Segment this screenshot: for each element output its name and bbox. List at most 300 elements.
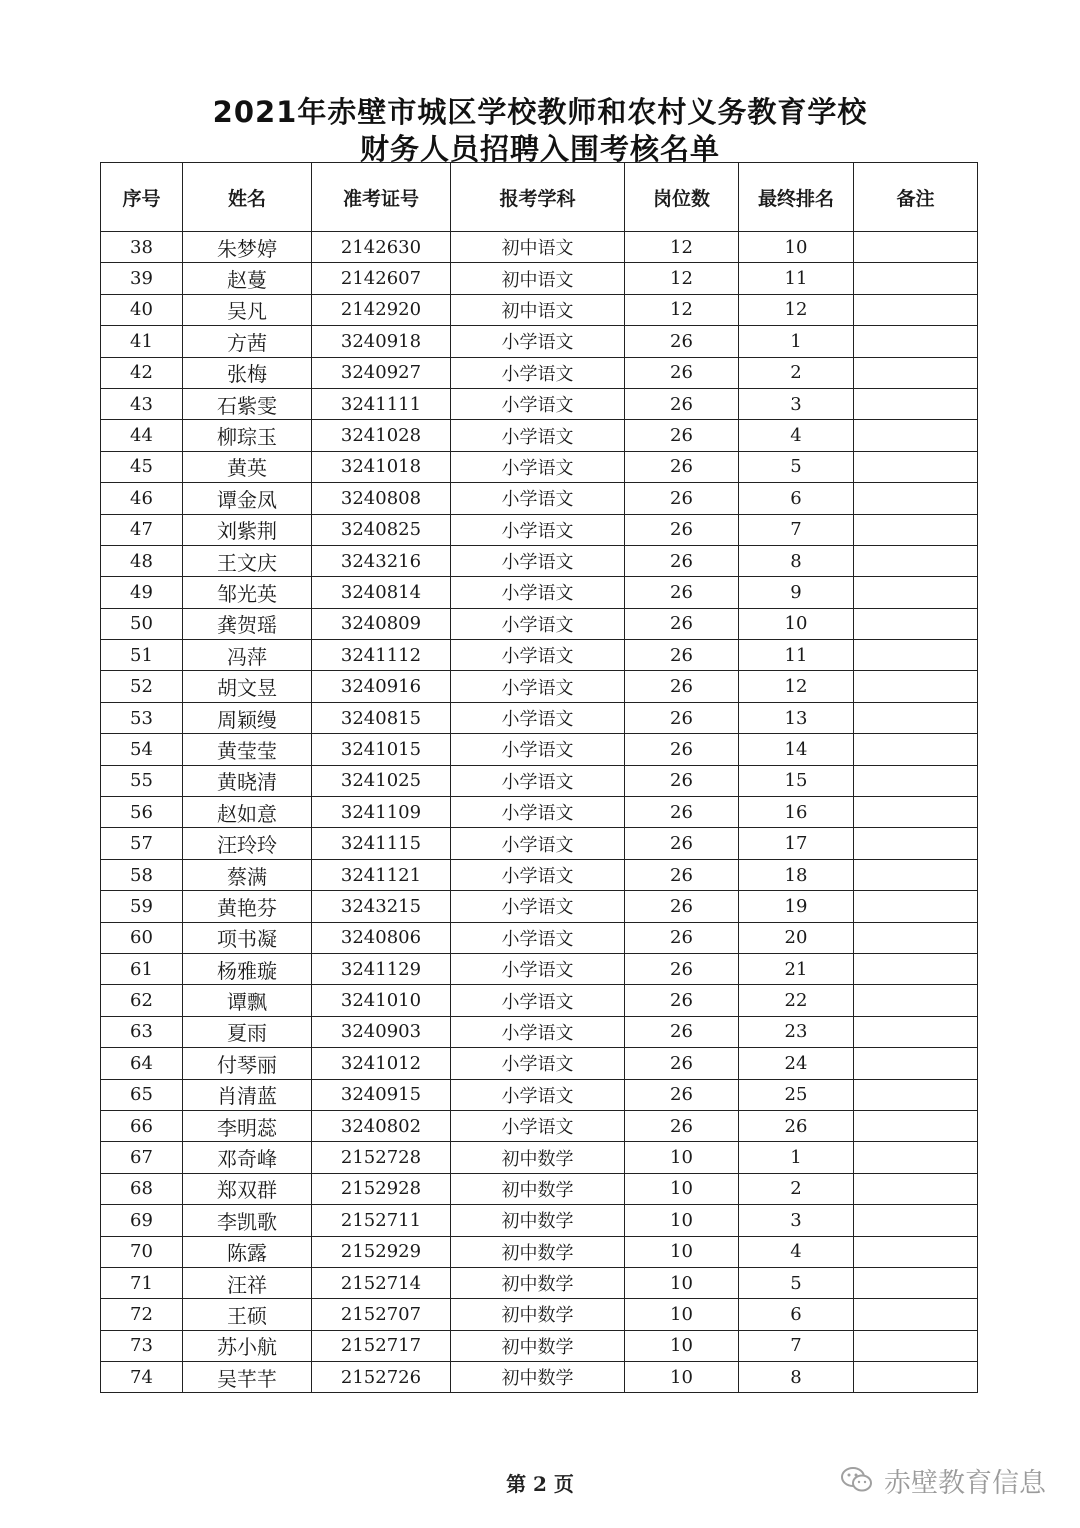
cell-name: 张梅: [183, 357, 312, 388]
cell-subject: 初中数学: [451, 1330, 625, 1361]
cell-index: 65: [101, 1079, 183, 1110]
cell-final-rank: 24: [739, 1048, 854, 1079]
cell-positions: 10: [625, 1330, 739, 1361]
cell-exam-id: 2152929: [312, 1236, 451, 1267]
table-row: [101, 1267, 978, 1298]
cell-positions: 10: [625, 1173, 739, 1204]
cell-positions: 26: [625, 828, 739, 859]
cell-final-rank: 18: [739, 859, 854, 890]
cell-subject: 初中数学: [451, 1205, 625, 1236]
cell-final-rank: 11: [739, 640, 854, 671]
cell-positions: 26: [625, 326, 739, 357]
cell-exam-id: 3241121: [312, 859, 451, 890]
header-positions: 岗位数: [625, 163, 739, 232]
table-row: [101, 953, 978, 984]
cell-exam-id: 3240825: [312, 514, 451, 545]
cell-remarks: [854, 640, 978, 671]
cell-final-rank: 20: [739, 922, 854, 953]
cell-subject: 小学语文: [451, 1016, 625, 1047]
cell-index: 59: [101, 891, 183, 922]
cell-name: 柳琮玉: [183, 420, 312, 451]
cell-positions: 26: [625, 1110, 739, 1141]
cell-index: 53: [101, 702, 183, 733]
cell-index: 63: [101, 1016, 183, 1047]
cell-final-rank: 4: [739, 420, 854, 451]
cell-remarks: [854, 891, 978, 922]
cell-final-rank: 11: [739, 263, 854, 294]
cell-final-rank: 1: [739, 1142, 854, 1173]
cell-subject: 小学语文: [451, 451, 625, 482]
header-name: 姓名: [183, 163, 312, 232]
table-row: [101, 1110, 978, 1141]
cell-final-rank: 8: [739, 1362, 854, 1393]
cell-subject: 初中语文: [451, 263, 625, 294]
cell-positions: 12: [625, 263, 739, 294]
cell-remarks: [854, 1110, 978, 1141]
table-row: [101, 263, 978, 294]
cell-exam-id: 2152714: [312, 1267, 451, 1298]
cell-name: 吴凡: [183, 294, 312, 325]
cell-name: 刘紫荆: [183, 514, 312, 545]
cell-exam-id: 2152726: [312, 1362, 451, 1393]
cell-index: 61: [101, 953, 183, 984]
cell-positions: 26: [625, 388, 739, 419]
cell-remarks: [854, 859, 978, 890]
cell-subject: 小学语文: [451, 985, 625, 1016]
cell-exam-id: 3240916: [312, 671, 451, 702]
cell-subject: 小学语文: [451, 828, 625, 859]
cell-subject: 小学语文: [451, 1079, 625, 1110]
cell-exam-id: 3241015: [312, 734, 451, 765]
cell-remarks: [854, 671, 978, 702]
cell-index: 73: [101, 1330, 183, 1361]
cell-index: 47: [101, 514, 183, 545]
cell-positions: 12: [625, 294, 739, 325]
cell-name: 汪玲玲: [183, 828, 312, 859]
cell-positions: 26: [625, 765, 739, 796]
cell-exam-id: 3240915: [312, 1079, 451, 1110]
cell-name: 黄英: [183, 451, 312, 482]
cell-index: 46: [101, 483, 183, 514]
cell-positions: 26: [625, 514, 739, 545]
cell-exam-id: 3241012: [312, 1048, 451, 1079]
cell-index: 54: [101, 734, 183, 765]
table-row: [101, 451, 978, 482]
cell-final-rank: 2: [739, 357, 854, 388]
cell-subject: 小学语文: [451, 1110, 625, 1141]
cell-index: 58: [101, 859, 183, 890]
cell-index: 72: [101, 1299, 183, 1330]
cell-positions: 10: [625, 1267, 739, 1298]
cell-remarks: [854, 514, 978, 545]
cell-final-rank: 19: [739, 891, 854, 922]
cell-final-rank: 12: [739, 294, 854, 325]
cell-exam-id: 2152728: [312, 1142, 451, 1173]
table-row: [101, 608, 978, 639]
cell-remarks: [854, 388, 978, 419]
cell-positions: 10: [625, 1236, 739, 1267]
table-row: [101, 388, 978, 419]
cell-subject: 小学语文: [451, 953, 625, 984]
header-index: 序号: [101, 163, 183, 232]
cell-remarks: [854, 545, 978, 576]
cell-exam-id: 2142920: [312, 294, 451, 325]
table-row: [101, 1079, 978, 1110]
cell-remarks: [854, 263, 978, 294]
cell-final-rank: 13: [739, 702, 854, 733]
header-remarks: 备注: [854, 163, 978, 232]
cell-exam-id: 3240806: [312, 922, 451, 953]
table-row: [101, 702, 978, 733]
cell-remarks: [854, 953, 978, 984]
watermark: [840, 1460, 1046, 1500]
cell-positions: 26: [625, 859, 739, 890]
cell-exam-id: 3240809: [312, 608, 451, 639]
cell-exam-id: 3241010: [312, 985, 451, 1016]
cell-positions: 26: [625, 1048, 739, 1079]
cell-name: 黄艳芬: [183, 891, 312, 922]
cell-subject: 小学语文: [451, 420, 625, 451]
cell-remarks: [854, 577, 978, 608]
cell-subject: 初中数学: [451, 1142, 625, 1173]
cell-remarks: [854, 922, 978, 953]
cell-subject: 小学语文: [451, 608, 625, 639]
cell-final-rank: 8: [739, 545, 854, 576]
cell-exam-id: 3240918: [312, 326, 451, 357]
cell-positions: 26: [625, 702, 739, 733]
cell-index: 56: [101, 797, 183, 828]
cell-final-rank: 16: [739, 797, 854, 828]
cell-positions: 26: [625, 357, 739, 388]
cell-name: 谭金凤: [183, 483, 312, 514]
cell-remarks: [854, 1299, 978, 1330]
cell-remarks: [854, 1142, 978, 1173]
cell-index: 49: [101, 577, 183, 608]
table-row: [101, 922, 978, 953]
table-row: [101, 294, 978, 325]
cell-exam-id: 3240815: [312, 702, 451, 733]
cell-index: 52: [101, 671, 183, 702]
cell-positions: 26: [625, 922, 739, 953]
cell-subject: 小学语文: [451, 1048, 625, 1079]
cell-exam-id: 2142607: [312, 263, 451, 294]
cell-exam-id: 3240814: [312, 577, 451, 608]
cell-index: 74: [101, 1362, 183, 1393]
table-row: [101, 859, 978, 890]
cell-exam-id: 3240802: [312, 1110, 451, 1141]
cell-subject: 初中数学: [451, 1236, 625, 1267]
cell-subject: 初中数学: [451, 1173, 625, 1204]
table-row: [101, 545, 978, 576]
cell-subject: 初中数学: [451, 1299, 625, 1330]
cell-exam-id: 3241111: [312, 388, 451, 419]
cell-remarks: [854, 985, 978, 1016]
cell-index: 41: [101, 326, 183, 357]
cell-final-rank: 12: [739, 671, 854, 702]
header-subject: 报考学科: [451, 163, 625, 232]
cell-index: 69: [101, 1205, 183, 1236]
cell-name: 肖清蓝: [183, 1079, 312, 1110]
cell-final-rank: 17: [739, 828, 854, 859]
cell-name: 苏小航: [183, 1330, 312, 1361]
cell-name: 付琴丽: [183, 1048, 312, 1079]
table-row: [101, 514, 978, 545]
table-row: [101, 1173, 978, 1204]
cell-final-rank: 26: [739, 1110, 854, 1141]
cell-index: 66: [101, 1110, 183, 1141]
table-header-row: [101, 163, 978, 232]
cell-index: 45: [101, 451, 183, 482]
cell-exam-id: 2152717: [312, 1330, 451, 1361]
cell-name: 方茜: [183, 326, 312, 357]
cell-remarks: [854, 608, 978, 639]
cell-name: 邹光英: [183, 577, 312, 608]
cell-remarks: [854, 232, 978, 263]
cell-final-rank: 9: [739, 577, 854, 608]
cell-exam-id: 3243215: [312, 891, 451, 922]
cell-final-rank: 21: [739, 953, 854, 984]
cell-final-rank: 1: [739, 326, 854, 357]
table-row: [101, 420, 978, 451]
cell-positions: 10: [625, 1142, 739, 1173]
cell-index: 42: [101, 357, 183, 388]
cell-index: 62: [101, 985, 183, 1016]
table-row: [101, 1016, 978, 1047]
cell-subject: 小学语文: [451, 891, 625, 922]
cell-exam-id: 3240927: [312, 357, 451, 388]
cell-positions: 26: [625, 640, 739, 671]
cell-exam-id: 2142630: [312, 232, 451, 263]
table-row: [101, 985, 978, 1016]
cell-positions: 26: [625, 577, 739, 608]
cell-remarks: [854, 828, 978, 859]
cell-name: 陈露: [183, 1236, 312, 1267]
cell-final-rank: 4: [739, 1236, 854, 1267]
table-row: [101, 1236, 978, 1267]
cell-positions: 26: [625, 545, 739, 576]
cell-exam-id: 3241028: [312, 420, 451, 451]
table-row: [101, 765, 978, 796]
table-row: [101, 734, 978, 765]
cell-remarks: [854, 702, 978, 733]
document-title-line-1: 2021年赤壁市城区学校教师和农村义务教育学校: [212, 95, 868, 129]
cell-remarks: [854, 734, 978, 765]
cell-exam-id: 3243216: [312, 545, 451, 576]
cell-subject: 小学语文: [451, 545, 625, 576]
cell-name: 赵蔓: [183, 263, 312, 294]
cell-index: 51: [101, 640, 183, 671]
cell-index: 44: [101, 420, 183, 451]
cell-index: 71: [101, 1267, 183, 1298]
cell-subject: 小学语文: [451, 326, 625, 357]
cell-final-rank: 15: [739, 765, 854, 796]
cell-final-rank: 7: [739, 514, 854, 545]
page-number: 第 2 页: [506, 1472, 574, 1496]
cell-final-rank: 10: [739, 232, 854, 263]
cell-positions: 26: [625, 1079, 739, 1110]
cell-exam-id: 3241115: [312, 828, 451, 859]
cell-exam-id: 3241025: [312, 765, 451, 796]
cell-name: 胡文昱: [183, 671, 312, 702]
cell-name: 汪祥: [183, 1267, 312, 1298]
table-row: [101, 483, 978, 514]
cell-positions: 26: [625, 953, 739, 984]
cell-name: 王硕: [183, 1299, 312, 1330]
table-row: [101, 1142, 978, 1173]
cell-positions: 12: [625, 232, 739, 263]
cell-name: 黄莹莹: [183, 734, 312, 765]
table-row: [101, 1299, 978, 1330]
cell-positions: 26: [625, 608, 739, 639]
cell-positions: 26: [625, 891, 739, 922]
cell-index: 38: [101, 232, 183, 263]
cell-final-rank: 5: [739, 451, 854, 482]
table-row: [101, 577, 978, 608]
cell-final-rank: 14: [739, 734, 854, 765]
cell-remarks: [854, 1267, 978, 1298]
table-row: [101, 1330, 978, 1361]
cell-remarks: [854, 765, 978, 796]
cell-remarks: [854, 1330, 978, 1361]
cell-positions: 26: [625, 797, 739, 828]
watermark-text: 赤壁教育信息: [884, 1467, 1046, 1499]
cell-positions: 26: [625, 483, 739, 514]
cell-subject: 小学语文: [451, 702, 625, 733]
cell-name: 周颖缦: [183, 702, 312, 733]
cell-index: 64: [101, 1048, 183, 1079]
cell-remarks: [854, 451, 978, 482]
cell-exam-id: 3241112: [312, 640, 451, 671]
cell-positions: 10: [625, 1299, 739, 1330]
cell-name: 王文庆: [183, 545, 312, 576]
cell-exam-id: 3241018: [312, 451, 451, 482]
cell-index: 57: [101, 828, 183, 859]
cell-name: 龚贺瑶: [183, 608, 312, 639]
table-row: [101, 797, 978, 828]
cell-remarks: [854, 1236, 978, 1267]
cell-name: 杨雅璇: [183, 953, 312, 984]
cell-name: 石紫雯: [183, 388, 312, 419]
cell-subject: 小学语文: [451, 765, 625, 796]
cell-name: 赵如意: [183, 797, 312, 828]
cell-remarks: [854, 483, 978, 514]
cell-subject: 小学语文: [451, 640, 625, 671]
cell-subject: 小学语文: [451, 357, 625, 388]
cell-exam-id: 2152711: [312, 1205, 451, 1236]
cell-index: 67: [101, 1142, 183, 1173]
cell-final-rank: 22: [739, 985, 854, 1016]
cell-remarks: [854, 294, 978, 325]
cell-subject: 小学语文: [451, 922, 625, 953]
cell-remarks: [854, 420, 978, 451]
cell-positions: 26: [625, 734, 739, 765]
cell-final-rank: 7: [739, 1330, 854, 1361]
cell-remarks: [854, 326, 978, 357]
cell-subject: 初中语文: [451, 232, 625, 263]
cell-subject: 小学语文: [451, 388, 625, 419]
cell-remarks: [854, 357, 978, 388]
table-row: [101, 1362, 978, 1393]
cell-final-rank: 5: [739, 1267, 854, 1298]
cell-remarks: [854, 1048, 978, 1079]
cell-name: 朱梦婷: [183, 232, 312, 263]
cell-exam-id: 3241129: [312, 953, 451, 984]
cell-subject: 小学语文: [451, 514, 625, 545]
cell-exam-id: 2152928: [312, 1173, 451, 1204]
cell-index: 70: [101, 1236, 183, 1267]
cell-index: 50: [101, 608, 183, 639]
header-final-rank: 最终排名: [739, 163, 854, 232]
header-exam-id: 准考证号: [312, 163, 451, 232]
table-row: [101, 640, 978, 671]
cell-remarks: [854, 1016, 978, 1047]
document-title-line-2: 财务人员招聘入围考核名单: [359, 132, 720, 166]
cell-index: 40: [101, 294, 183, 325]
table-row: [101, 326, 978, 357]
cell-positions: 26: [625, 1016, 739, 1047]
cell-exam-id: 3240903: [312, 1016, 451, 1047]
cell-remarks: [854, 797, 978, 828]
cell-name: 郑双群: [183, 1173, 312, 1204]
cell-positions: 10: [625, 1205, 739, 1236]
cell-name: 谭飘: [183, 985, 312, 1016]
cell-subject: 小学语文: [451, 671, 625, 702]
cell-remarks: [854, 1205, 978, 1236]
cell-remarks: [854, 1173, 978, 1204]
cell-subject: 初中数学: [451, 1267, 625, 1298]
table-row: [101, 1048, 978, 1079]
cell-exam-id: 2152707: [312, 1299, 451, 1330]
cell-name: 蔡满: [183, 859, 312, 890]
cell-final-rank: 3: [739, 388, 854, 419]
cell-exam-id: 3241109: [312, 797, 451, 828]
cell-final-rank: 25: [739, 1079, 854, 1110]
cell-positions: 10: [625, 1362, 739, 1393]
cell-final-rank: 3: [739, 1205, 854, 1236]
table-row: [101, 357, 978, 388]
cell-name: 邓奇峰: [183, 1142, 312, 1173]
cell-index: 43: [101, 388, 183, 419]
cell-remarks: [854, 1362, 978, 1393]
cell-remarks: [854, 1079, 978, 1110]
cell-subject: 小学语文: [451, 859, 625, 890]
cell-subject: 初中语文: [451, 294, 625, 325]
cell-final-rank: 10: [739, 608, 854, 639]
cell-final-rank: 2: [739, 1173, 854, 1204]
cell-index: 55: [101, 765, 183, 796]
cell-subject: 小学语文: [451, 734, 625, 765]
cell-index: 60: [101, 922, 183, 953]
cell-name: 冯萍: [183, 640, 312, 671]
cell-name: 项书凝: [183, 922, 312, 953]
cell-final-rank: 6: [739, 483, 854, 514]
wechat-icon: [840, 1465, 874, 1495]
table-row: [101, 891, 978, 922]
candidate-table: [100, 162, 978, 1393]
table-row: [101, 232, 978, 263]
cell-exam-id: 3240808: [312, 483, 451, 514]
table-row: [101, 828, 978, 859]
cell-positions: 26: [625, 985, 739, 1016]
cell-subject: 小学语文: [451, 483, 625, 514]
cell-name: 黄晓清: [183, 765, 312, 796]
cell-index: 68: [101, 1173, 183, 1204]
cell-final-rank: 23: [739, 1016, 854, 1047]
cell-subject: 小学语文: [451, 797, 625, 828]
cell-positions: 26: [625, 420, 739, 451]
cell-index: 39: [101, 263, 183, 294]
cell-name: 李明蕊: [183, 1110, 312, 1141]
